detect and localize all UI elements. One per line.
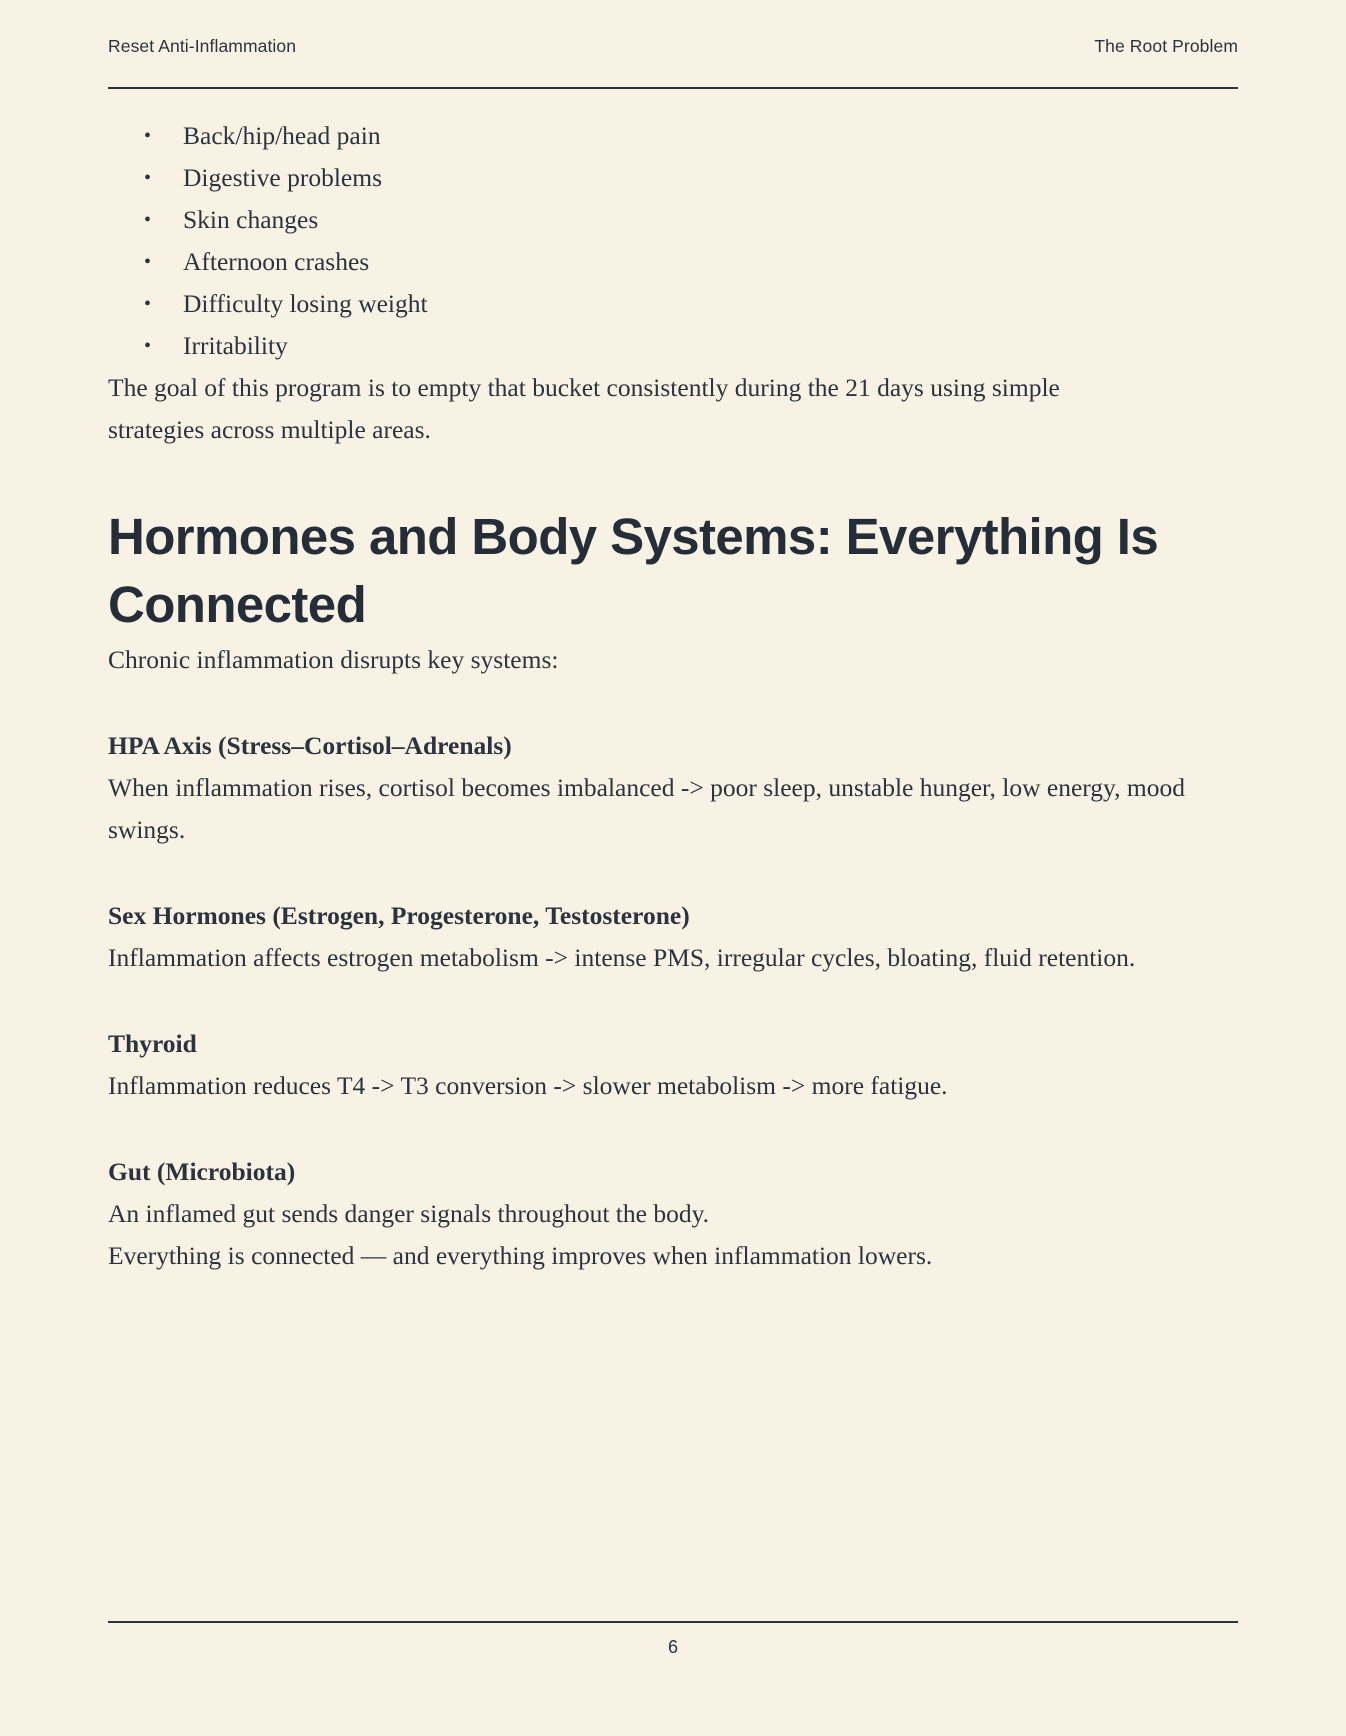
subsection-sex-hormones [108,897,1238,979]
subsection-thyroid [108,1025,1238,1107]
list-item [108,115,1238,157]
list-item [108,283,1238,325]
subsection-heading: HPA Axis (Stress–Cortisol–Adrenals) [108,731,512,760]
subsection-body: Inflammation affects estrogen metabolism -> intense PMS, irregular cycles, bloating, fluid retention. [108,943,1136,972]
bullet-icon: • [144,251,152,273]
list-item-label: Afternoon crashes [183,247,370,276]
subsection-body: When inflammation rises, cortisol becomes imbalanced -> poor sleep, unstable hunger, low energy, mood swings. [108,773,1185,844]
symptom-list [108,115,1238,367]
subsection-heading: Gut (Microbiota) [108,1157,296,1186]
page-content [108,89,1238,1277]
list-item-label: Back/hip/head pain [183,121,381,150]
footer-rule [108,1621,1238,1623]
bullet-icon: • [144,125,152,147]
subsection-gut [108,1153,1238,1235]
goal-paragraph: The goal of this program is to empty that bucket consistently during the 21 days using simple strategies across multiple areas. [108,373,1060,444]
intro-paragraph: Chronic inflammation disrupts key systems: [108,645,559,674]
subsection-heading: Thyroid [108,1029,197,1058]
subsection-body: Inflammation reduces T4 -> T3 conversion -> slower metabolism -> more fatigue. [108,1071,948,1100]
page-number: 6 [667,1637,678,1657]
bullet-icon: • [144,209,152,231]
subsection-body: An inflamed gut sends danger signals throughout the body. [108,1199,710,1228]
bullet-icon: • [144,335,152,357]
list-item [108,157,1238,199]
list-item-label: Irritability [183,331,288,360]
running-head-right: The Root Problem [1094,36,1238,56]
list-item-label: Difficulty losing weight [183,289,428,318]
closing-paragraph: Everything is connected — and everything improves when inflammation lowers. [108,1241,933,1270]
list-item-label: Skin changes [183,205,319,234]
page-footer [108,1621,1238,1658]
page-title: Hormones and Body Systems: Everything Is Connected [108,508,1159,633]
running-head-left: Reset Anti-Inflammation [108,36,297,56]
list-item [108,199,1238,241]
subsection-hpa-axis [108,727,1238,851]
subsection-heading: Sex Hormones (Estrogen, Progesterone, Testosterone) [108,901,690,930]
list-item [108,241,1238,283]
bullet-icon: • [144,293,152,315]
bullet-icon: • [144,167,152,189]
running-head [108,0,1238,57]
list-item-label: Digestive problems [183,163,383,192]
list-item [108,325,1238,367]
